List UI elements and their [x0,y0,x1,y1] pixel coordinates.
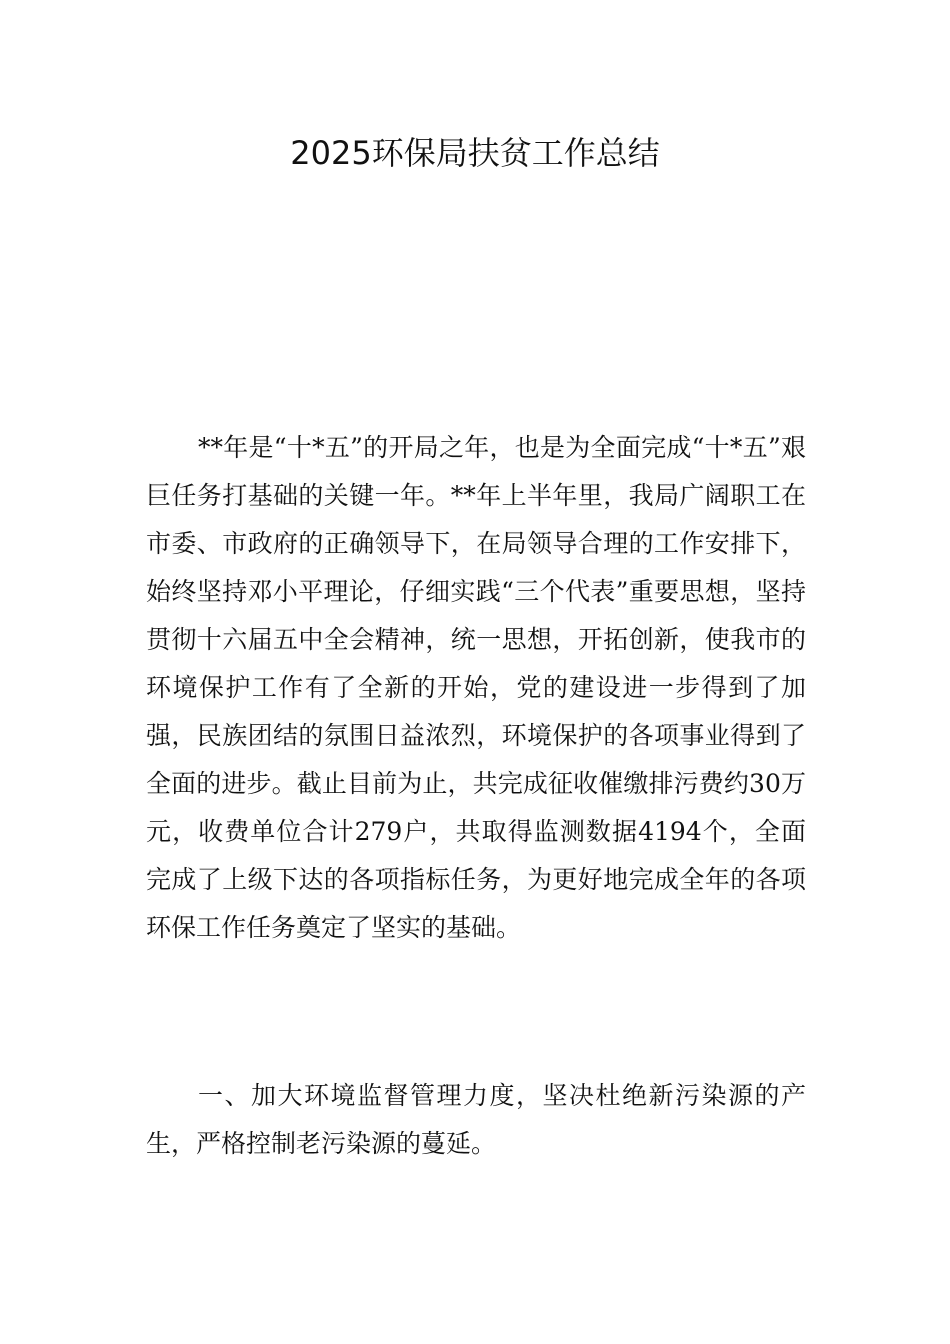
intro-paragraph: **年是“十*五”的开局之年，也是为全面完成“十*五”艰巨任务打基础的关键一年。**年上半年里，我局广阔职工在市委、市政府的正确领导下，在局领导合理的工作安排下，始终坚持邓小平理论，仔细实践“三个代表”重要思想，坚持贯彻十六届五中全会精神，统一思想，开拓创新，使我市的环境保护工作有了全新的开始，党的建设进一步得到了加强，民族团结的氛围日益浓烈，环境保护的各项事业得到了全面的进步。截止目前为止，共完成征收催缴排污费约30万元，收费单位合计279户，共取得监测数据4194个，全面完成了上级下达的各项指标任务，为更好地完成全年的各项环保工作任务奠定了坚实的基础。 [146,433,806,942]
document-title: 2025环保局扶贫工作总结 [290,134,660,172]
section-1-heading-paragraph: 一、加大环境监督管理力度，坚决杜绝新污染源的产生，严格控制老污染源的蔓延。 [146,1081,806,1158]
